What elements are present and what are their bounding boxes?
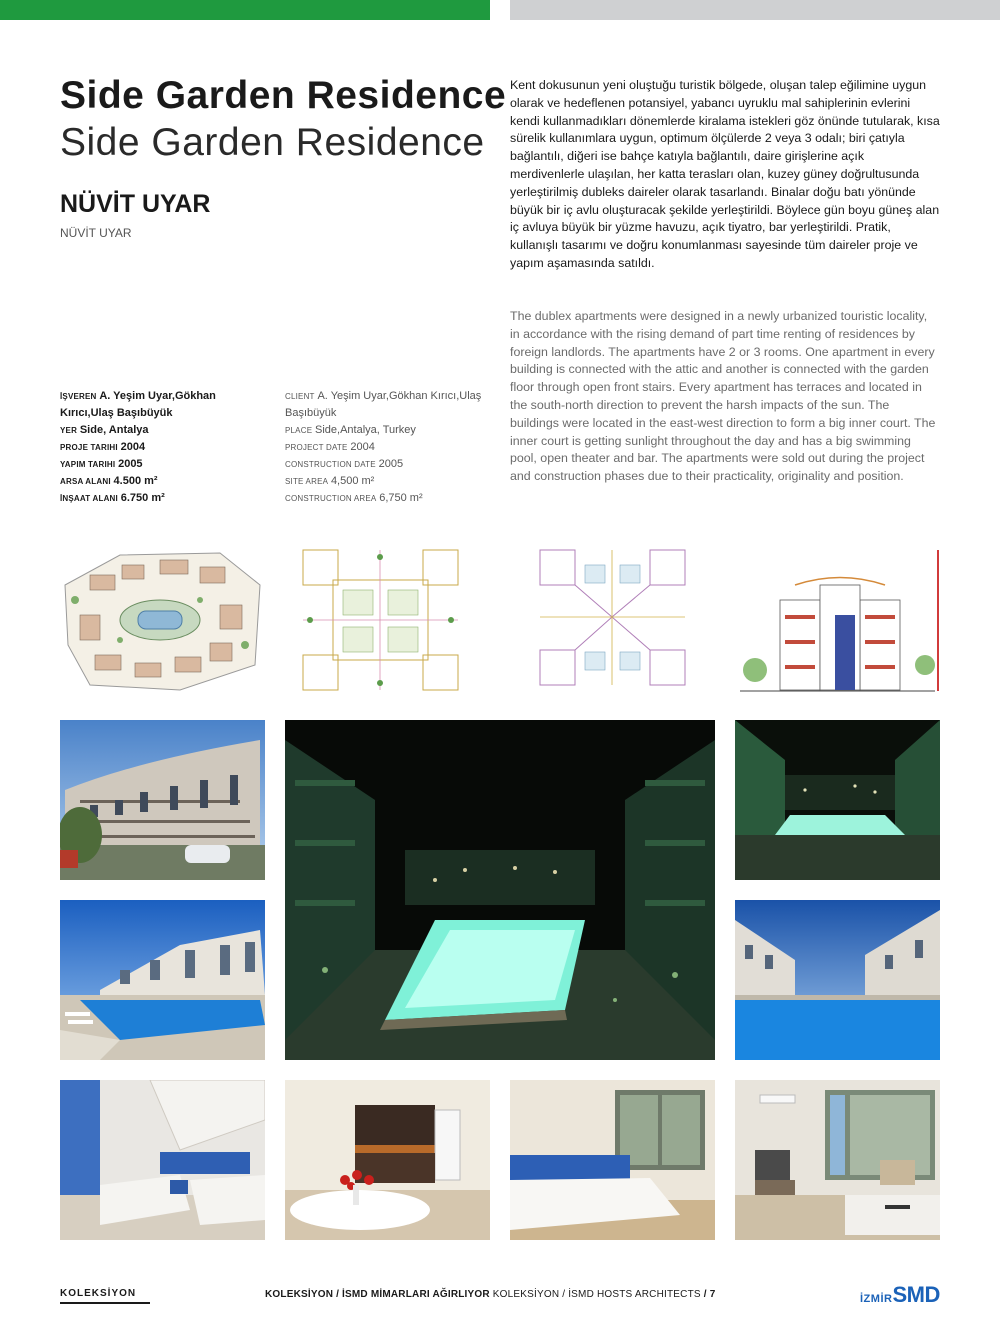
elevation-drawing — [735, 545, 940, 695]
info-value: A. Yeşim Uyar,Gökhan Kırıcı,Ulaş Başıbüyük — [60, 390, 216, 419]
pool-day-photo-2 — [735, 900, 940, 1060]
info-value: 2005 — [118, 458, 143, 470]
footer-series-tr: KOLEKSİYON / İSMD MİMARLARI AĞIRLIYOR — [265, 1289, 490, 1300]
pool-day-photo — [60, 900, 265, 1060]
info-value: Side,Antalya, Turkey — [315, 424, 416, 436]
brand-small: İZMİR — [860, 1293, 893, 1305]
living-room-photo — [735, 1080, 940, 1240]
kitchen-dining-photo — [285, 1080, 490, 1240]
info-label: PROJECT DATE — [285, 443, 348, 452]
info-label: PROJE TARIHI — [60, 443, 118, 452]
info-label: İŞVEREN — [60, 392, 97, 401]
title-english: Side Garden Residence — [60, 121, 485, 164]
info-label: YER — [60, 426, 78, 435]
info-value: 4.500 m² — [113, 475, 158, 487]
info-value: 6.750 m² — [120, 492, 165, 504]
info-label: CLIENT — [285, 392, 315, 401]
info-value: 2004 — [120, 441, 146, 453]
info-value: 2004 — [350, 441, 375, 453]
site-plan-drawing — [60, 545, 265, 695]
info-label: CONSTRUCTION AREA — [285, 494, 377, 503]
izmir-smd-logo — [860, 1282, 940, 1308]
info-label: YAPIM TARIHI — [60, 460, 116, 469]
footer-series-line — [265, 1289, 715, 1300]
night-pool-photo — [285, 720, 715, 1060]
header-green-bar — [0, 0, 490, 20]
info-value: A. Yeşim Uyar,Gökhan Kırıcı,Ulaş Başıbüyük — [285, 390, 482, 419]
architect-name: NÜVİT UYAR — [60, 190, 211, 218]
page-number: / 7 — [703, 1289, 716, 1300]
info-label: PLACE — [285, 426, 313, 435]
bedroom-double-photo — [510, 1080, 715, 1240]
description-english: The dublex apartments were designed in a newly urbanized touristic locality, in accordance with the rising demand of part time renting of residences by foreign landlords. The apartments have 2 or 3 rooms. One apartment in every building is connected with the attic and another is connected with the garden floor through open front stairs. Every apartment has terraces and located in the south-north direction to prevent the harsh impacts of the sun. The buildings were located in the east-west direction to form a big inner court. The inner court is getting sunlight throughout the day and has a big swimming pool, open theater and bar. The apartments were sold out during the project and construction phases due to their practicality, originality and position. — [510, 309, 936, 484]
night-courtyard-photo — [735, 720, 940, 880]
info-value: 2005 — [378, 458, 404, 470]
info-value: Side, Antalya — [79, 424, 149, 436]
info-value: 6,750 m² — [379, 492, 423, 504]
architect-name-secondary: NÜVİT UYAR — [60, 226, 132, 240]
title-turkish: Side Garden Residence — [60, 74, 507, 117]
info-label: CONSTRUCTION DATE — [285, 460, 376, 469]
bedroom-twin-photo — [60, 1080, 265, 1240]
floor-plan-drawing — [298, 545, 463, 695]
brand-big: SMD — [892, 1282, 940, 1307]
header-gray-bar — [510, 0, 1000, 20]
render-exterior-photo — [60, 720, 265, 880]
info-label: İNŞAAT ALANI — [60, 494, 118, 503]
description-turkish: Kent dokusunun yeni oluştuğu turistik bölgede, oluşan talep eğilimine uygun olarak ve hedeflenen potansiyel, yabancı uyruklu mal sahiplerinin evlerini kendi kullanmadıkları dönemlerde kiralama istekleri göz önünde tutularak, kısa sürelik kullanımlara uygun, optimum ölçülerde 2 veya 3 odalı; biri çatıyla bağlantılı, diğeri ise bahçe katıyla bağlantılı, daire girişlerine açık merdivenlerle ulaşılan, her katta terasları olan, kuzey güney doğrultusunda yerleştirilmiş dubleks daireler olarak tasarlandı. Binalar doğu batı yönünde büyük bir iç avlu oluşturacak şekilde yerleştirildi. Böylece gün boyu güneş alan iç avluya büyük bir yüzme havuzu, açık tiyatro, bar yerleştirildi. Pratik, kullanışlı tasarımı ve doğru konumlanması sayesinde tüm daireler proje ve yapım aşamasında satıldı. — [510, 78, 940, 270]
info-value: 4,500 m² — [330, 475, 375, 487]
floor-plan-upper-drawing — [535, 545, 690, 690]
project-info-english — [285, 388, 490, 507]
info-label: SITE AREA — [285, 477, 329, 486]
project-info-turkish — [60, 388, 265, 507]
info-label: ARSA ALANI — [60, 477, 111, 486]
koleksiyon-logo: KOLEKSİYON — [60, 1288, 150, 1304]
footer-series-en: KOLEKSİYON / İSMD HOSTS ARCHITECTS — [492, 1289, 701, 1300]
